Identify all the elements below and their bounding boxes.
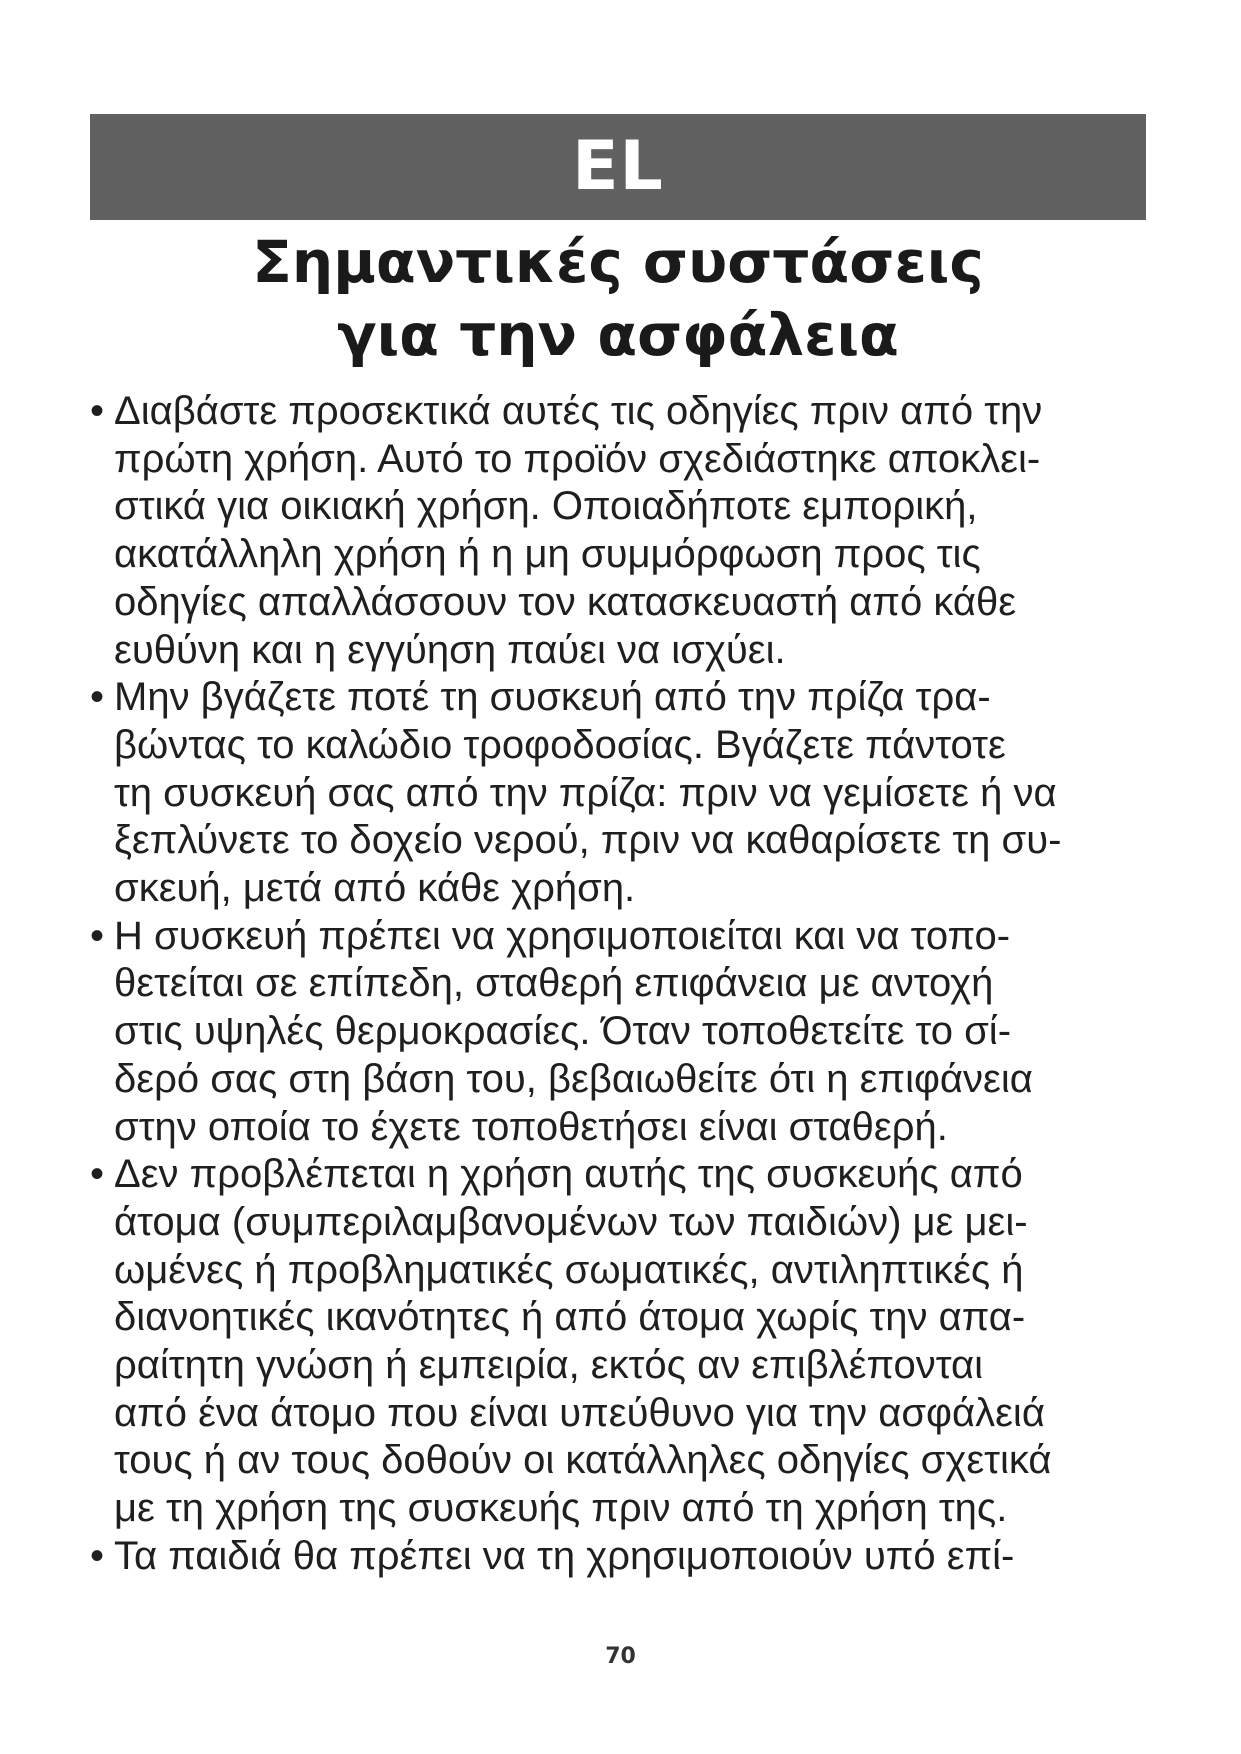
text-line: στικά για οικιακή χρήση. Οποιαδήποτε εμπορική, [114,484,978,529]
text-line: ακατάλληλη χρήση ή η μη συμμόρφωση προς τις [114,532,981,577]
text-line: σκευή, μετά από κάθε χρήση. [114,866,636,911]
text-line: ευθύνη και η εγγύηση παύει να ισχύει. [114,627,786,672]
list-item [90,1533,1200,1581]
safety-instructions-list [90,388,1200,1581]
text-line: ραίτητη γνώση ή εμπειρία, εκτός αν επιβλέπονται [114,1343,983,1388]
text-line: άτομα (συμπεριλαμβανομένων των παιδιών) με μει- [114,1199,1028,1244]
text-line: οδηγίες απαλλάσσουν τον κατασκευαστή από κάθε [114,579,1017,624]
page-number: 70 [605,1644,636,1669]
list-item [90,674,1200,913]
text-line: δερό σας στη βάση του, βεβαιωθείτε ότι η επιφάνεια [114,1056,1033,1101]
text-line: ξεπλύνετε το δοχείο νερού, πριν να καθαρίσετε τη συ- [114,818,1062,863]
page-title-line-1: Σημαντικές συστάσεις [252,228,984,296]
text-line: Η συσκευή πρέπει να χρησιμοποιείται και να τοπο- [114,913,1011,958]
page-title-line-2: για την ασφάλεια [337,301,899,369]
text-line: πρώτη χρήση. Αυτό το προϊόν σχεδιάστηκε αποκλει- [114,436,1041,481]
text-line: με τη χρήση της συσκευής πριν από τη χρήση της. [114,1486,1008,1531]
text-line: Τα παιδιά θα πρέπει να τη χρησιμοποιούν υπό επί- [114,1533,1015,1578]
bullet-icon: • [90,389,105,433]
text-line: διανοητικές ικανότητες ή από άτομα χωρίς την απα- [114,1295,1026,1340]
language-code: EL [572,127,664,206]
list-item [90,388,1200,674]
text-line: Δεν προβλέπεται η χρήση αυτής της συσκευής από [114,1152,1023,1197]
language-header-bar [90,114,1146,220]
text-line: τους ή αν τους δοθούν οι κατάλληλες οδηγίες σχετικά [114,1438,1052,1483]
bullet-icon: • [90,1152,105,1197]
text-line: από ένα άτομο που είναι υπεύθυνο για την ασφάλειά [114,1390,1045,1435]
text-line: Μην βγάζετε ποτέ τη συσκευή από την πρίζα τρα- [114,675,991,720]
text-line: τη συσκευή σας από την πρίζα: πριν να γεμίσετε ή να [114,770,1057,815]
text-line: θετείται σε επίπεδη, σταθερή επιφάνεια με αντοχή [114,961,994,1006]
page-title [90,226,1146,372]
text-line: στην οποία το έχετε τοποθετήσει είναι σταθερή. [114,1104,948,1149]
bullet-icon: • [90,913,105,958]
list-item [90,913,1200,1152]
bullet-icon: • [90,675,105,720]
text-line: βώντας το καλώδιο τροφοδοσίας. Βγάζετε πάντοτε [114,722,1006,767]
text-line: ωμένες ή προβληματικές σωματικές, αντιληπτικές ή [114,1247,1024,1292]
text-line: Διαβάστε προσεκτικά αυτές τις οδηγίες πριν από την [114,389,1043,433]
text-line: στις υψηλές θερμοκρασίες. Όταν τοποθετείτε το σί- [114,1009,1012,1054]
bullet-icon: • [90,1533,105,1578]
list-item [90,1151,1200,1533]
